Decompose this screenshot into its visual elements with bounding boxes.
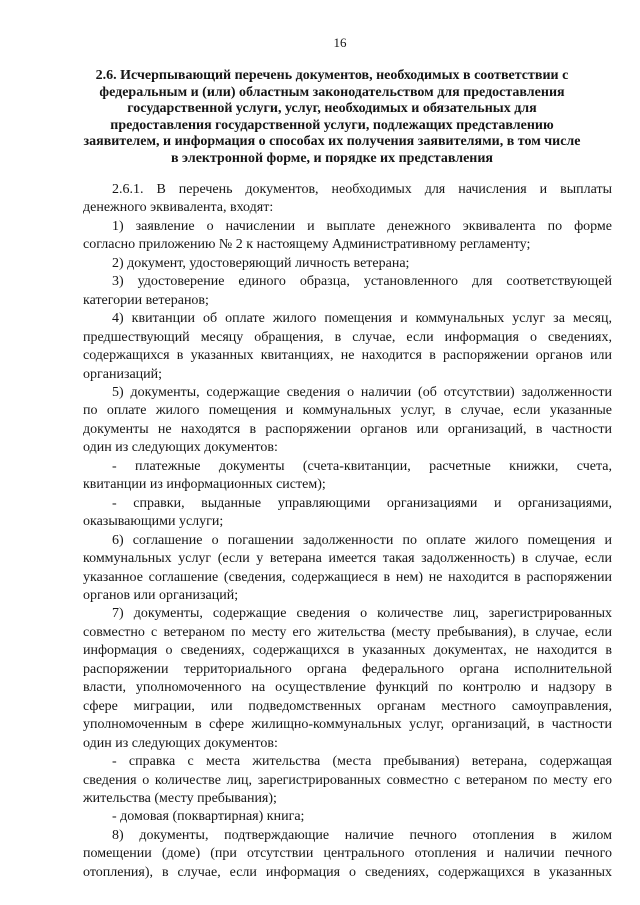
text-line: квитанции из информационных систем); (83, 477, 326, 493)
paragraph (83, 255, 612, 273)
paragraph (83, 827, 612, 882)
text-line: отопления), в случае, если информация о сведениях, содержащихся в указанных (83, 864, 612, 880)
text-line: категории ветеранов; (83, 292, 209, 308)
paragraph (83, 753, 612, 808)
paragraph (83, 310, 612, 384)
text-line: - справки, выданные управляющими организациями и организациями, (112, 495, 612, 511)
text-line: - домовая (поквартирная) книга; (112, 809, 305, 825)
text-line: 7) документы, содержащие сведения о количестве лиц, зарегистрированных (112, 606, 612, 622)
paragraph (83, 218, 612, 255)
heading-line: федеральным и (или) областным законодательством для предоставления (99, 84, 565, 100)
text-line: 4) квитанции об оплате жилого помещения и коммунальных услуг за месяц, (112, 311, 612, 327)
heading-line: предоставления государственной услуги, подлежащих представлению (110, 117, 554, 133)
paragraph (83, 273, 612, 310)
text-line: 6) соглашение о погашении задолженности по оплате жилого помещения и (112, 532, 612, 548)
text-line: указанное соглашение (сведения, содержащиеся в нем) не находится в распоряжении (83, 569, 612, 585)
text-line: документы не находятся в распоряжении органов или организаций, в частности (83, 421, 612, 437)
heading-line: заявителем, и информация о способах их получения заявителями, в том числе (83, 134, 581, 150)
text-line: один из следующих документов: (83, 735, 278, 751)
text-line: - платежные документы (счета-квитанции, расчетные книжки, счета, (112, 458, 612, 474)
text-line: власти, уполномоченного на осуществление функций по контролю и надзору в (83, 680, 612, 696)
heading-line: государственной услуги, услуг, необходимых и обязательных для (127, 101, 537, 117)
heading-line: в электронной форме, и порядке их представления (171, 150, 493, 166)
heading-line: 2.6. Исчерпывающий перечень документов, необходимых в соответствии с (95, 68, 569, 83)
text-line: коммунальных услуг (если у ветерана имеется такая задолженность) в случае, если (83, 551, 612, 567)
text-line: 2) документ, удостоверяющий личность ветерана; (112, 255, 410, 271)
text-line: 8) документы, подтверждающие наличие печного отопления в жилом (112, 827, 612, 843)
text-line: оказывающими услуги; (83, 514, 224, 530)
text-line: информация о сведениях, содержащихся в указанных документах, не находится в (83, 643, 612, 659)
paragraph (83, 605, 612, 753)
text-line: 2.6.1. В перечень документов, необходимых для начисления и выплаты (112, 182, 612, 197)
text-line: один из следующих документов: (83, 440, 278, 456)
text-line: сведения о количестве лиц, зарегистрированных совместно с ветераном по месту его (83, 772, 612, 788)
text-line: жительства (месту пребывания); (83, 790, 277, 806)
page-number: 16 (333, 35, 347, 50)
text-line: 1) заявление о начислении и выплате денежного эквивалента по форме (112, 218, 612, 234)
paragraph (83, 532, 612, 606)
paragraph (83, 181, 612, 218)
text-line: распоряжении территориального органа федерального органа исполнительной (83, 661, 612, 677)
text-line: организаций; (83, 366, 163, 382)
text-line: совместно с ветераном по месту его жительства (месту пребывания), в случае, если (83, 624, 612, 640)
text-line: денежного эквивалента, входят: (83, 200, 274, 216)
paragraph (83, 458, 612, 495)
text-line: по оплате жилого помещения и коммунальных услуг, в случае, если указанные (83, 403, 612, 419)
text-line: уполномоченным в сфере жилищно-коммунальных услуг, организаций, в частности (83, 717, 612, 733)
paragraph (83, 808, 612, 826)
text-line: содержащихся в указанных квитанциях, не находится в распоряжении органов или (83, 348, 612, 364)
text-line: предшествующий месяцу обращения, в случае, если информация о сведениях, (83, 329, 612, 345)
text-line: 5) документы, содержащие сведения о наличии (об отсутствии) задолженности (112, 384, 612, 400)
paragraph (83, 495, 612, 532)
text-line: органов или организаций; (83, 587, 239, 603)
document-body (83, 181, 612, 882)
text-line: - справка с места жительства (места пребывания) ветерана, содержащая (112, 754, 612, 770)
text-line: 3) удостоверение единого образца, установленного для соответствующей (112, 274, 612, 290)
section-heading (60, 68, 604, 168)
text-line: сфере миграции, или подведомственных органам местного самоуправления, (83, 698, 612, 714)
text-line: согласно приложению № 2 к настоящему Административному регламенту; (83, 237, 531, 253)
paragraph (83, 384, 612, 458)
text-line: помещении (доме) (при отсутствии центрального отопления и наличии печного (83, 846, 612, 862)
